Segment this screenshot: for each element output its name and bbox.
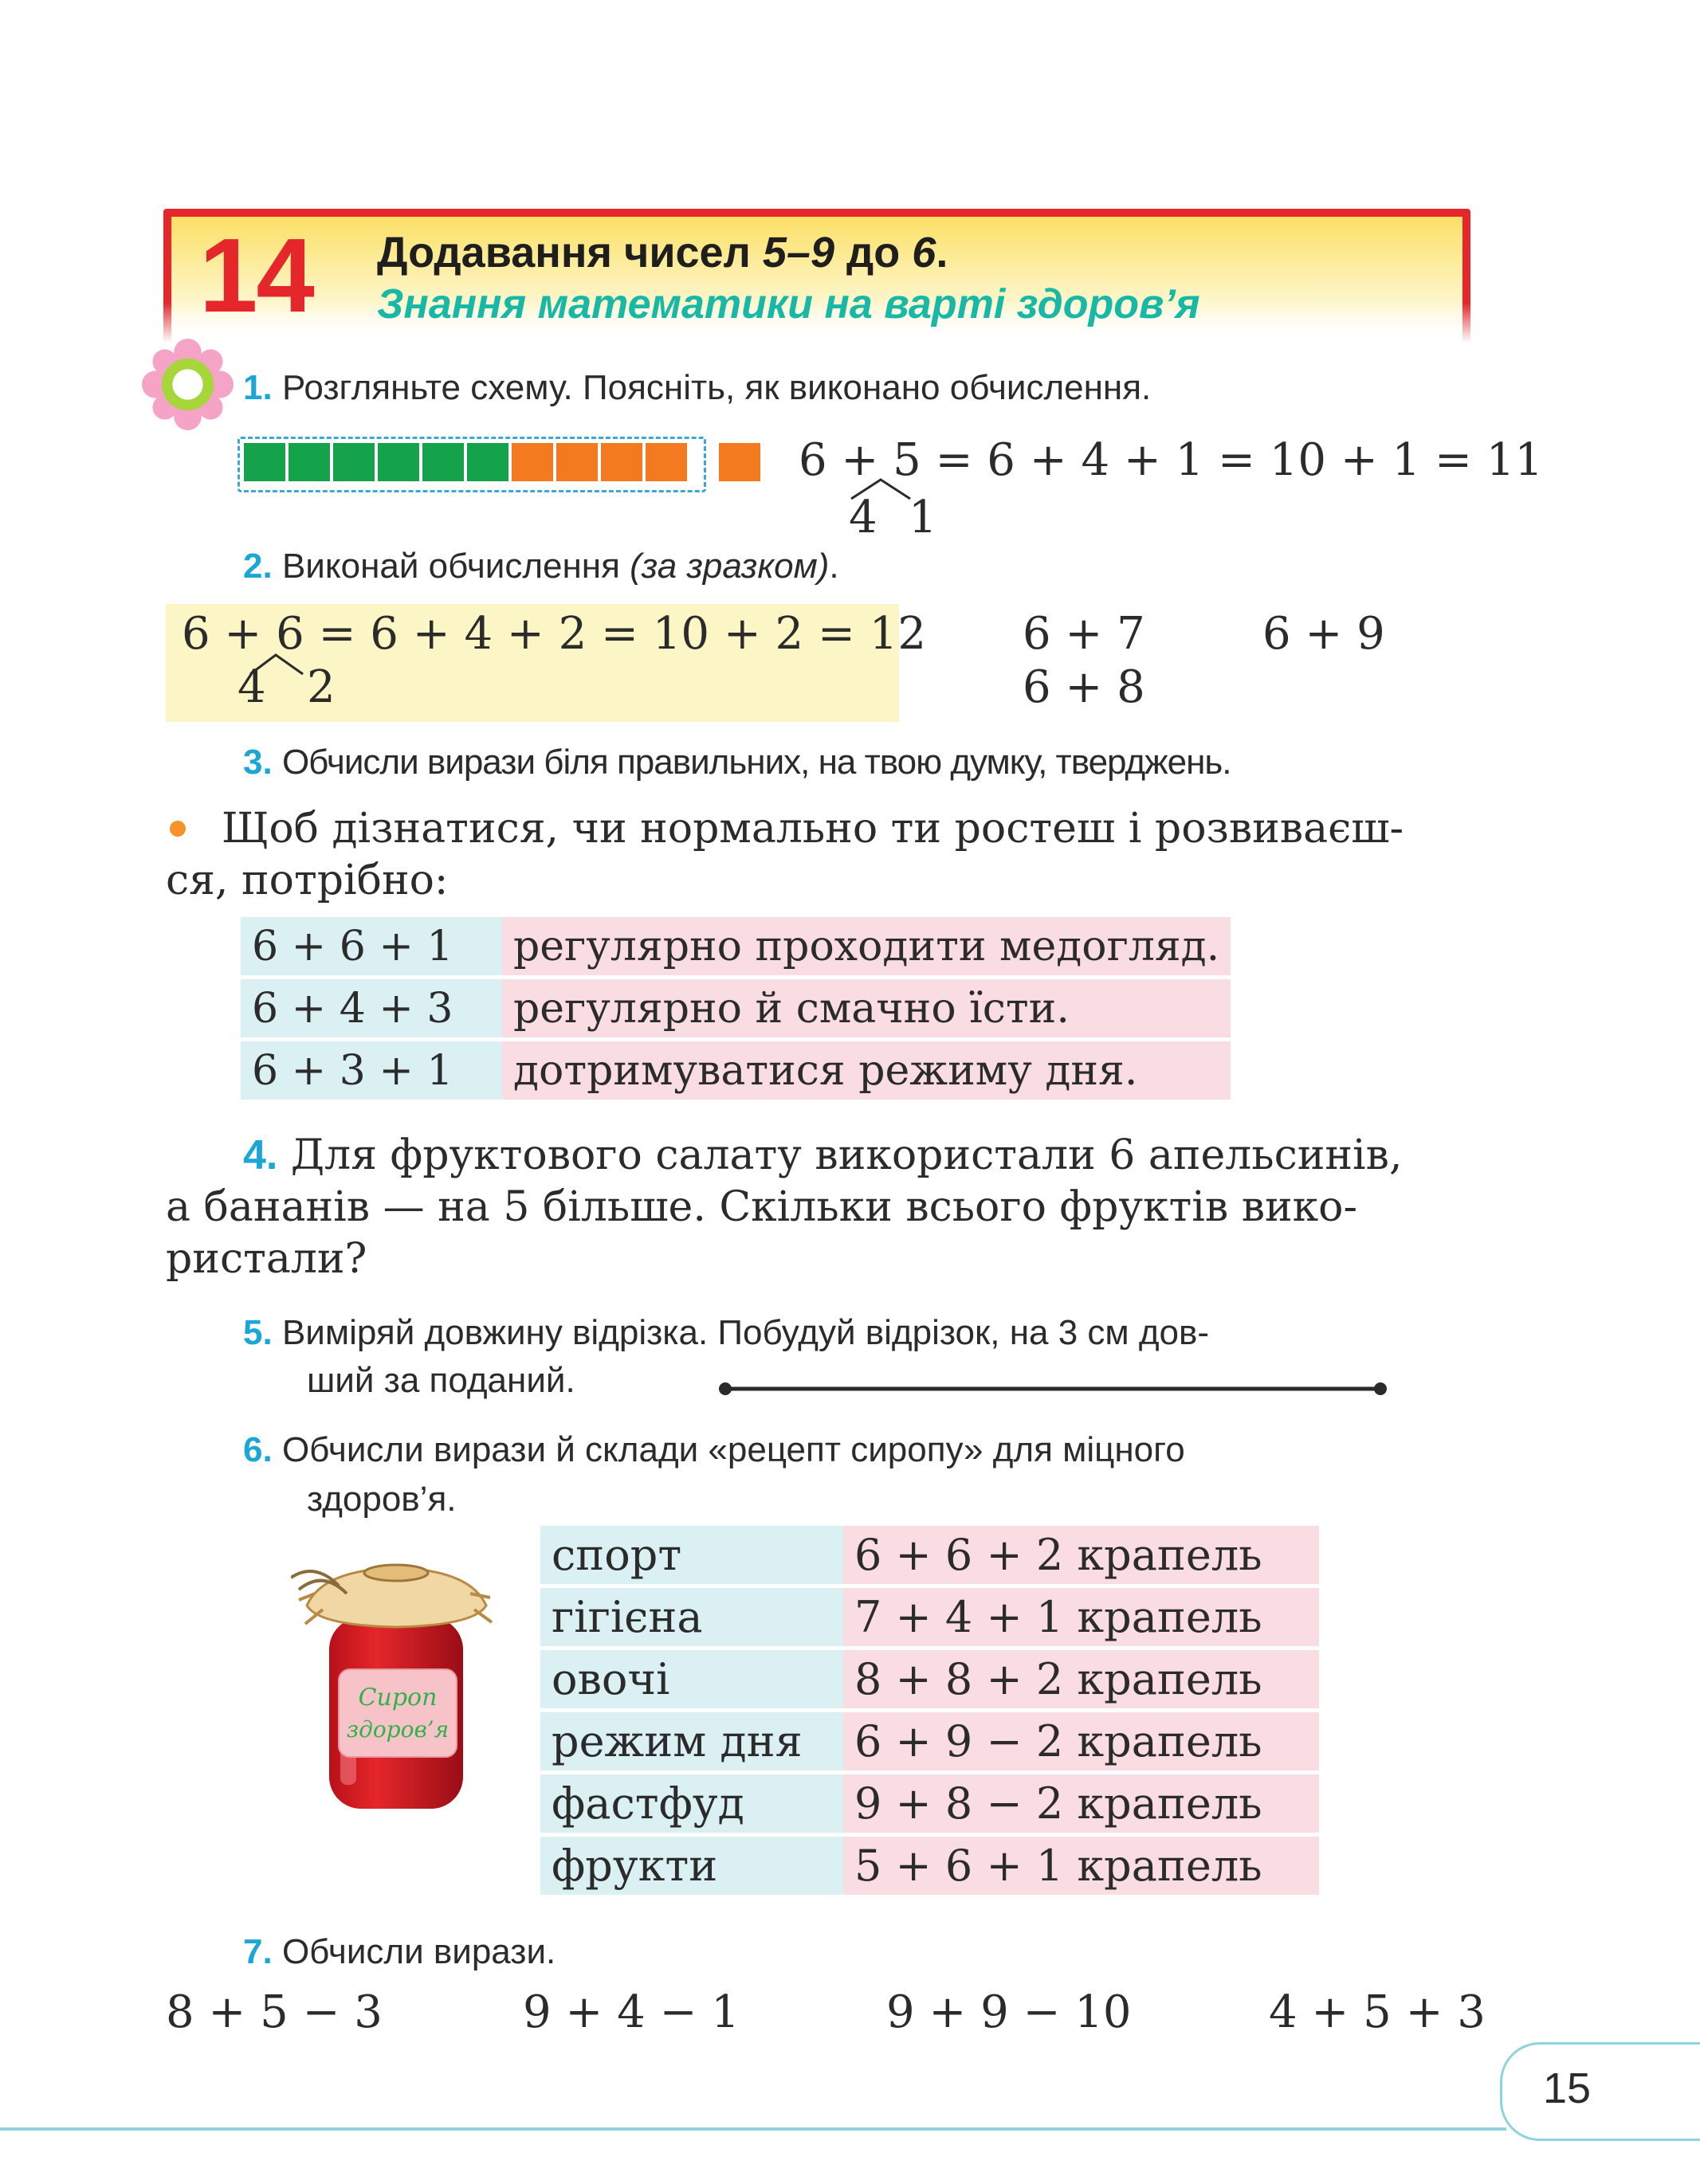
bar-square	[378, 443, 419, 481]
bar-square	[244, 443, 285, 481]
bar-square	[333, 443, 375, 481]
table-row	[540, 1774, 1319, 1833]
bar-square	[556, 443, 598, 481]
page-number: 15	[1543, 2064, 1592, 2112]
task4-number: 4.	[243, 1132, 278, 1178]
page-number-tab	[1500, 2042, 1700, 2141]
task2-hint: (за зразком)	[630, 547, 830, 586]
item-cell: гігієна	[540, 1588, 843, 1646]
table-row	[540, 1712, 1319, 1770]
exercise: 6 + 7	[1023, 608, 1145, 660]
statements-table	[241, 913, 1231, 1104]
lesson-subtitle: Знання математики на варті здоров’я	[377, 281, 1200, 327]
line-segment	[717, 1377, 1395, 1401]
exercise: 6 + 8	[1023, 661, 1145, 713]
expression-cell: 9 + 8 − 2 крапель	[843, 1774, 1319, 1833]
task3-text: Обчисли вирази біля правильних, на твою думку, тверджень.	[281, 743, 1231, 782]
task3-heading	[243, 743, 1231, 782]
task1-heading	[243, 368, 1151, 408]
expression-cell: 6 + 6 + 2 крапель	[843, 1526, 1319, 1584]
task6-number: 6.	[243, 1430, 273, 1469]
title-range: 5–9	[762, 229, 834, 276]
expression: 4 + 5 + 3	[1269, 1986, 1486, 2038]
statement-cell: регулярно проходити медогляд.	[502, 917, 1231, 975]
expression: 9 + 4 − 1	[523, 1986, 740, 2038]
bar-square	[601, 443, 642, 481]
task2-heading	[243, 547, 839, 586]
bullet-line2: ся, потрібно:	[166, 857, 449, 904]
split-left: 4	[849, 492, 877, 543]
task1-text: Розгляньте схему. Поясніть, як виконано обчислення.	[281, 368, 1152, 407]
task6-text: Обчисли вирази й склади «рецепт сиропу» для міцного	[281, 1430, 1185, 1469]
table-row	[540, 1526, 1319, 1584]
task6-line1	[243, 1430, 1185, 1470]
table-row	[241, 1041, 1231, 1100]
table-row	[540, 1650, 1319, 1708]
exercise: 6 + 9	[1262, 608, 1385, 660]
expression-cell: 5 + 6 + 1 крапель	[843, 1837, 1319, 1895]
bar-square	[512, 443, 553, 481]
item-cell: спорт	[540, 1526, 843, 1584]
task5-line2: ший за поданий.	[307, 1361, 575, 1400]
expression: 9 + 9 − 10	[886, 1986, 1132, 2038]
task4-text: Для фруктового салату використали 6 апельсинів,	[290, 1131, 1403, 1179]
bar-square	[467, 443, 508, 481]
table-row	[241, 979, 1231, 1037]
task6-line2: здоров’я.	[307, 1480, 457, 1519]
bottom-rule	[0, 2127, 1506, 2131]
bar-square	[646, 443, 687, 481]
task2-text-end: .	[829, 547, 839, 586]
task5-number: 5.	[243, 1313, 273, 1352]
lesson-title	[377, 228, 948, 277]
title-mid: до	[834, 229, 913, 276]
task4-line3: ристали?	[166, 1235, 367, 1283]
flower-icon	[142, 339, 234, 430]
bullet-line1: Щоб дізнатися, чи нормально ти ростеш і розвиваєш-	[222, 805, 1404, 853]
task1-number: 1.	[243, 368, 273, 407]
task4-line1	[243, 1131, 1403, 1179]
task3-number: 3.	[243, 743, 273, 782]
table-row	[540, 1837, 1319, 1895]
task2-number: 2.	[243, 547, 273, 586]
example-equation: 6 + 6 = 6 + 4 + 2 = 10 + 2 = 12	[182, 608, 926, 660]
expression-cell: 6 + 6 + 1	[241, 917, 502, 975]
statement-cell: дотримуватися режиму дня.	[502, 1041, 1231, 1100]
example-split-left: 4	[238, 661, 266, 713]
item-cell: режим дня	[540, 1712, 843, 1770]
table-row	[540, 1588, 1319, 1646]
expression-cell: 6 + 4 + 3	[241, 979, 502, 1037]
jar-label: Сироп	[358, 1684, 438, 1712]
item-cell: фрукти	[540, 1837, 843, 1895]
title-text: Додавання чисел	[377, 229, 763, 276]
table-row	[241, 917, 1231, 975]
task4-line2: а бананів — на 5 більше. Скільки всього фруктів вико-	[166, 1183, 1358, 1231]
recipe-table	[540, 1522, 1319, 1899]
task7-heading	[243, 1932, 556, 1972]
bar-square	[719, 443, 760, 481]
syrup-jar-image	[291, 1562, 502, 1817]
task7-text: Обчисли вирази.	[281, 1932, 556, 1971]
bullet-icon	[170, 821, 186, 837]
task5-line1	[243, 1313, 1209, 1353]
example-split-right: 2	[307, 661, 336, 713]
title-target: 6	[912, 229, 936, 276]
jar-label: здоров’я	[346, 1716, 450, 1743]
task1-equation: 6 + 5 = 6 + 4 + 1 = 10 + 1 = 11	[799, 434, 1543, 486]
task7-number: 7.	[243, 1932, 273, 1971]
title-end: .	[936, 229, 948, 276]
lesson-number: 14	[199, 217, 313, 334]
bar-square	[422, 443, 464, 481]
expression-cell: 7 + 4 + 1 крапель	[843, 1588, 1319, 1646]
task2-text: Виконай обчислення	[281, 547, 630, 586]
bar-square	[289, 443, 330, 481]
expression-cell: 6 + 9 − 2 крапель	[843, 1712, 1319, 1770]
item-cell: овочі	[540, 1650, 843, 1708]
task5-text: Виміряй довжину відрізка. Побудуй відрізок, на 3 см дов-	[281, 1313, 1210, 1352]
statement-cell: регулярно й смачно їсти.	[502, 979, 1231, 1037]
expression: 8 + 5 − 3	[166, 1986, 383, 2038]
item-cell: фастфуд	[540, 1774, 843, 1833]
split-right: 1	[909, 492, 937, 543]
expression-cell: 8 + 8 + 2 крапель	[843, 1650, 1319, 1708]
expression-cell: 6 + 3 + 1	[241, 1041, 502, 1100]
